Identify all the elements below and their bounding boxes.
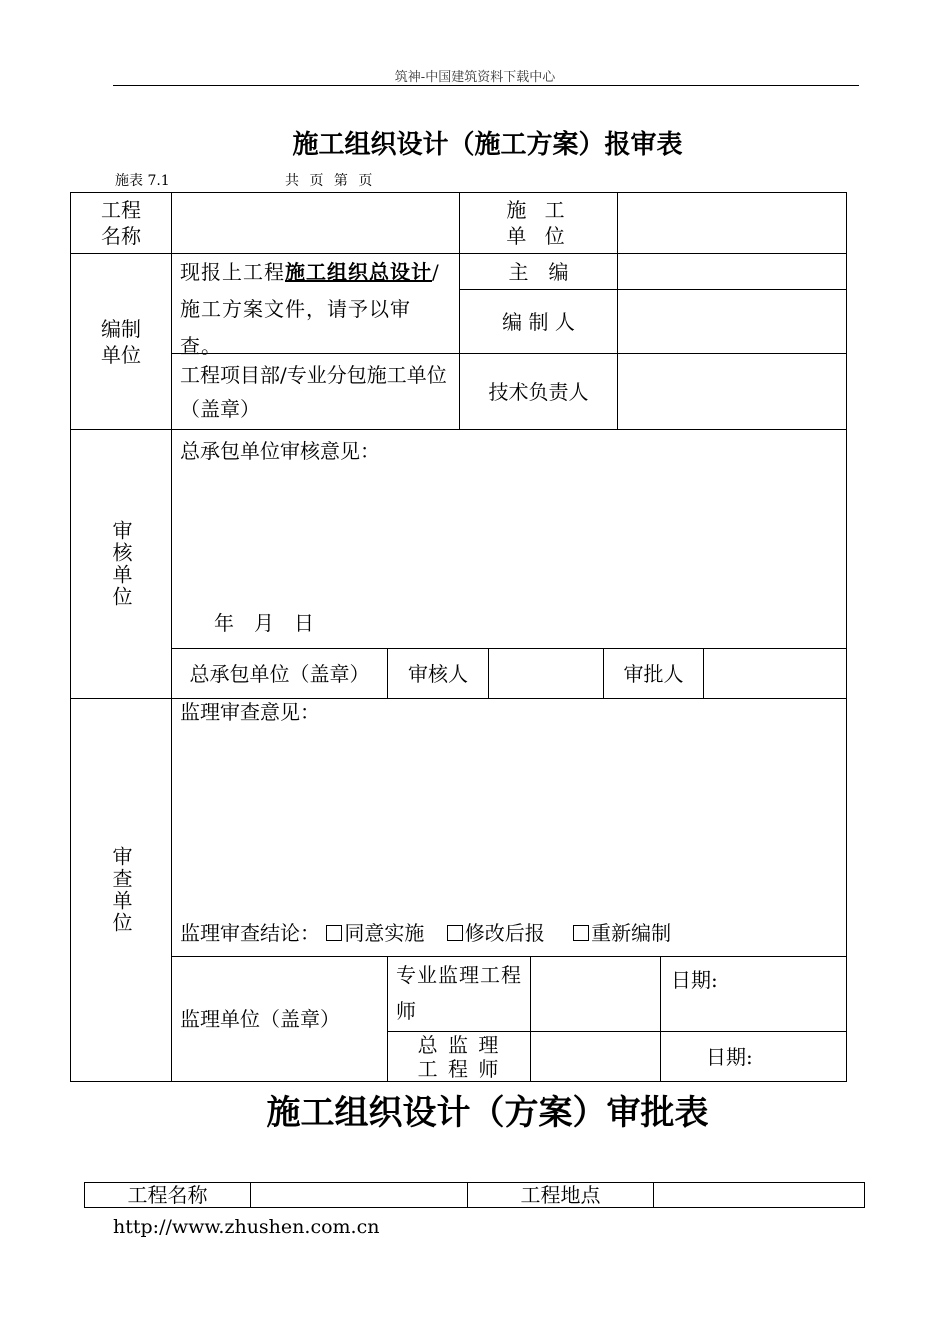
compiler-label: 编 制 人 (459, 289, 618, 354)
inspect-unit-label (70, 698, 172, 1082)
date1-label: 日期: (671, 968, 718, 992)
option-revise[interactable]: 修改后报 (447, 921, 545, 945)
option-agree[interactable]: 同意实施 (326, 921, 424, 945)
specialist-engineer-label: 专业监理工程 师 (387, 956, 531, 1032)
review-unit-text: 审核单位 (109, 520, 133, 608)
supervision-seal-label: 监理单位（盖章） (171, 956, 388, 1082)
header-site-name: 筑神-中国建筑资料下载中心 (394, 70, 556, 85)
gc-seal-label: 总承包单位（盖章） (171, 648, 388, 699)
checkbox-agree[interactable] (326, 925, 342, 941)
form2-project-location-label: 工程地点 (467, 1182, 654, 1208)
compiler-field[interactable] (617, 289, 847, 354)
date2-area[interactable] (660, 1031, 847, 1082)
tech-lead-field[interactable] (617, 353, 847, 430)
project-name-field[interactable] (171, 192, 460, 254)
construction-unit-label: 施 工 单 位 (459, 192, 618, 254)
project-name-label: 工程 名称 (70, 192, 172, 254)
conclusion-label: 监理审查结论： (180, 921, 320, 945)
department-seal: 工程项目部/专业分包施工单位（盖章） (171, 353, 460, 430)
supervision-opinion-area[interactable] (171, 698, 847, 957)
submission-statement (171, 253, 460, 358)
form2-project-location-field[interactable] (653, 1182, 865, 1208)
checkbox-revise[interactable] (447, 925, 463, 941)
review-unit-label (70, 429, 172, 699)
form-number: 施表 7.1 (115, 173, 170, 189)
form2-title: 施工组织设计（方案）审批表 (266, 1093, 709, 1133)
chief-engineer-label: 总 监 理 工 程 师 (387, 1031, 531, 1082)
statement-post: /施工方案文件，请予以审查。 (180, 260, 440, 358)
checkbox-redo[interactable] (573, 925, 589, 941)
page-count: 共 页 第 页 (285, 173, 376, 189)
approver-label: 审批人 (603, 648, 704, 699)
form1-title: 施工组织设计（施工方案）报审表 (292, 130, 683, 160)
specialist-engineer-field[interactable] (530, 956, 661, 1032)
statement-pre: 现报上工程 (180, 260, 285, 284)
gc-opinion-area[interactable] (171, 429, 847, 649)
reviewer-field[interactable] (488, 648, 604, 699)
construction-unit-field[interactable] (617, 192, 847, 254)
statement-bold: 施工组织总设计 (285, 260, 432, 284)
option-redo[interactable]: 重新编制 (573, 921, 671, 945)
approver-field[interactable] (703, 648, 847, 699)
supervision-opinion-label: 监理审查意见： (180, 700, 320, 724)
chief-engineer-field[interactable] (530, 1031, 661, 1082)
footer-url[interactable]: http://www.zhushen.com.cn (113, 1216, 380, 1238)
gc-opinion-label: 总承包单位审核意见： (180, 439, 380, 463)
chief-editor-field[interactable] (617, 253, 847, 290)
form2-project-name-label: 工程名称 (84, 1182, 251, 1208)
header-divider (113, 85, 859, 86)
date1-area[interactable] (660, 956, 847, 1032)
chief-editor-label: 主 编 (459, 253, 618, 290)
date2-label: 日期: (706, 1044, 753, 1069)
review-date-label: 年 月 日 (214, 611, 314, 635)
form2-project-name-field[interactable] (250, 1182, 468, 1208)
inspect-unit-text: 审查单位 (109, 846, 133, 934)
reviewer-label: 审核人 (387, 648, 489, 699)
tech-lead-label: 技术负责人 (459, 353, 618, 430)
supervision-conclusion (180, 920, 671, 946)
compile-unit-label: 编制 单位 (70, 253, 172, 430)
